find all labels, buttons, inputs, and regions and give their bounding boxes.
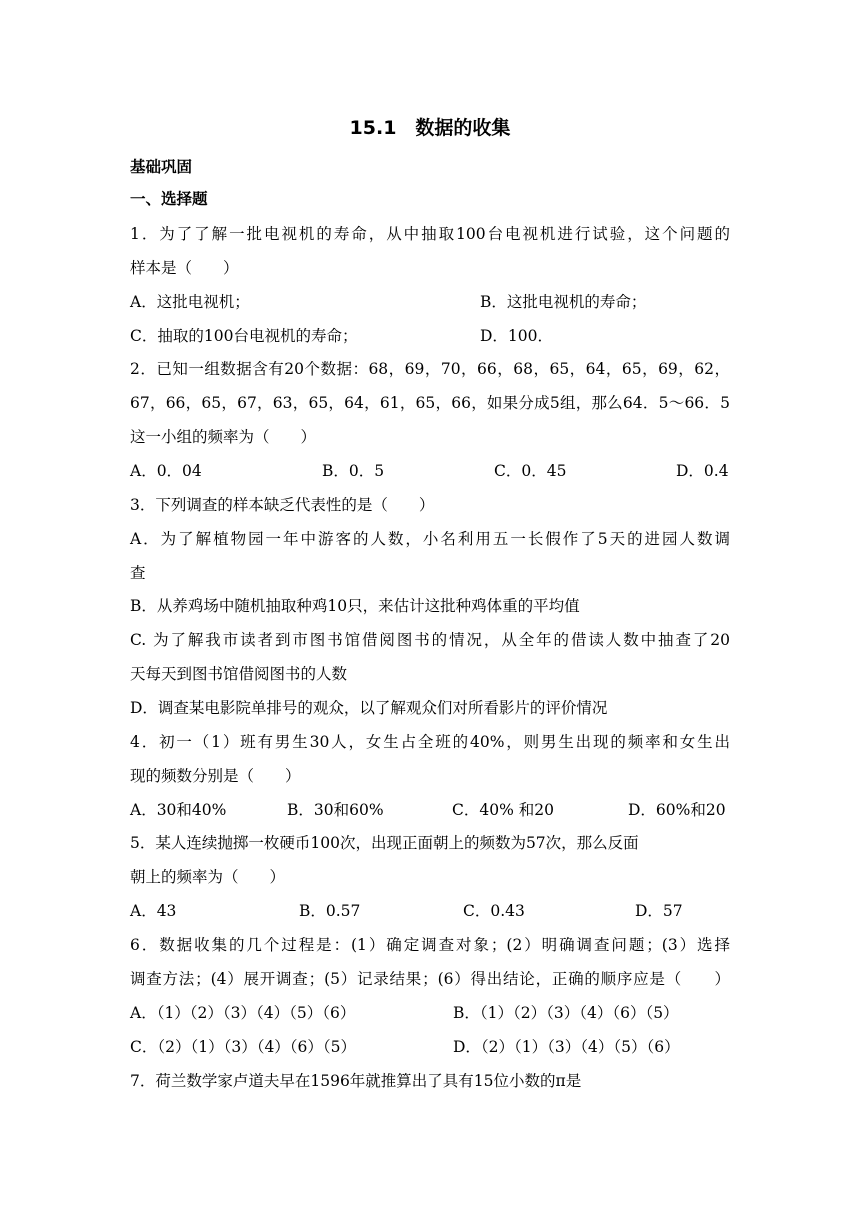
- question-2-text: 2．已知一组数据含有20个数据：68，69，70，66，68，65，64，65，69，62，: [130, 360, 730, 378]
- question-2-option-d: D．0.4: [676, 462, 729, 480]
- question-4-option-c: C．40% 和20: [452, 801, 554, 819]
- question-4-option-d: D．60%和20: [628, 801, 726, 819]
- question-7-text: 7．荷兰数学家卢道夫早在1596年就推算出了具有15位小数的π是: [130, 1072, 582, 1090]
- question-3-option-c: C. 为了解我市读者到市图书馆借阅图书的情况，从全年的借读人数中抽查了20: [130, 631, 730, 649]
- question-6-option-b: B．（1）（2）（3）（4）（6）（5）: [453, 1004, 679, 1022]
- question-2-text-cont2: 这一小组的频率为（ ）: [130, 428, 317, 446]
- question-3-option-d: D．调查某电影院单排号的观众，以了解观众们对所看影片的评价情况: [130, 699, 608, 717]
- question-6-text: 6．数据收集的几个过程是：(1）确定调查对象；(2）明确调查问题；(3）选择: [130, 936, 730, 954]
- question-4-text-cont: 现的频数分别是（ ）: [130, 767, 301, 785]
- page-title: 15.1 数据的收集: [349, 117, 511, 139]
- question-2-text-cont: 67，66，65，67，63，65，64，61，65，66，如果分成5组，那么64．5～66．5: [130, 394, 730, 412]
- question-4-text: 4．初一（1）班有男生30人，女生占全班的40%，则男生出现的频率和女生出: [130, 733, 730, 751]
- question-4-option-b: B．30和60%: [287, 801, 384, 819]
- question-1-text: 1．为了了解一批电视机的寿命，从中抽取100台电视机进行试验，这个问题的: [130, 225, 730, 243]
- question-1-option-d: D．100．: [480, 327, 554, 345]
- subsection-heading: 一、选择题: [130, 190, 208, 208]
- question-4-option-a: A．30和40%: [130, 801, 227, 819]
- question-3-option-a-cont: 查: [130, 564, 146, 582]
- question-1-option-a: A．这批电视机；: [130, 293, 250, 311]
- question-2-option-a: A．0．04: [130, 462, 202, 480]
- question-3-option-a: A．为了解植物园一年中游客的人数，小名利用五一长假作了5天的进园人数调: [130, 530, 730, 548]
- question-2-option-b: B．0．5: [322, 462, 385, 480]
- question-5-option-c: C．0.43: [463, 902, 525, 920]
- question-3-option-b: B．从养鸡场中随机抽取种鸡10只，来估计这批种鸡体重的平均值: [130, 597, 580, 615]
- question-3-text: 3．下列调查的样本缺乏代表性的是（ ）: [130, 496, 435, 514]
- question-5-text: 5．某人连续抛掷一枚硬币100次，出现正面朝上的频数为57次，那么反面: [130, 834, 639, 852]
- question-6-text-cont: 调查方法；(4）展开调查；(5）记录结果；(6）得出结论，正确的顺序应是（ ）: [130, 970, 730, 988]
- question-5-text-cont: 朝上的频率为（ ）: [130, 868, 286, 886]
- section-heading: 基础巩固: [130, 158, 193, 176]
- question-2-option-c: C．0．45: [494, 462, 567, 480]
- question-5-option-a: A．43: [130, 902, 177, 920]
- question-6-option-d: D．（2）（1）（3）（4）（5）（6）: [453, 1038, 680, 1056]
- question-1-option-b: B．这批电视机的寿命；: [480, 293, 647, 311]
- question-6-option-a: A．（1）（2）（3）（4）（5）（6）: [130, 1004, 356, 1022]
- question-1-option-c: C．抽取的100台电视机的寿命；: [130, 327, 358, 345]
- question-5-option-d: D．57: [635, 902, 683, 920]
- question-6-option-c: C．（2）（1）（3）（4）（6）（5）: [130, 1038, 357, 1056]
- question-3-option-c-cont: 天每天到图书馆借阅图书的人数: [130, 665, 348, 683]
- question-5-option-b: B．0.57: [299, 902, 361, 920]
- question-1-text-cont: 样本是（ ）: [130, 259, 239, 277]
